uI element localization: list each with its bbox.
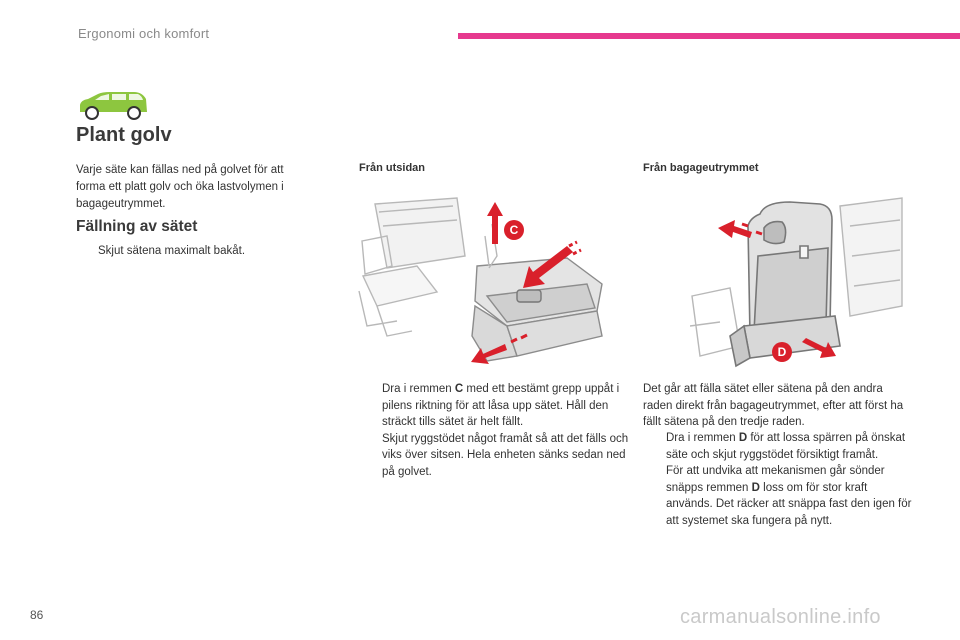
page-title: Plant golv (76, 124, 172, 146)
watermark: carmanualsonline.info (680, 606, 881, 628)
strap-label-d: D (777, 345, 787, 359)
text-part: för att lossa spärren på önskat säte och skjut ryggstödet försiktigt framåt. (666, 432, 906, 461)
strap-ref-c: C (454, 383, 464, 395)
strap-ref-d: D (738, 432, 748, 444)
page-number: 86 (30, 608, 44, 622)
text-part: Dra i remmen (382, 383, 455, 395)
text-part: Dra i remmen (666, 432, 739, 444)
header-accent-bar (458, 33, 960, 39)
heading-from-boot: Från bagageutrymmet (643, 162, 759, 174)
intro-paragraph: Varje säte kan fällas ned på golvet för att forma ett platt golv och öka lastvolymen i bagageutrymmet. (76, 164, 284, 210)
section-header: Ergonomi och komfort (78, 26, 210, 41)
strap-ref-d: D (751, 481, 760, 494)
step-pull-strap-c (359, 381, 629, 480)
step-push-seats (76, 243, 326, 260)
section-subheading: Fällning av sätet (76, 218, 198, 235)
heading-from-outside: Från utsidan (359, 162, 426, 174)
step-text: Skjut sätena maximalt bakåt. (98, 245, 246, 257)
text-part: loss om för stor kraft används. Det räcker att snäppa fast den igen för att systemet ska fungera på nytt. (666, 481, 912, 527)
strap-label-c: C (509, 223, 519, 237)
boot-intro-paragraph: Det går att fälla sätet eller sätena på den andra raden direkt från bagageutrymmet, efter att först ha fällt sätena på den tredje raden. (643, 383, 904, 428)
seat-fold-outside-illustration (357, 196, 607, 368)
text-part: För att undvika att mekanismen går sönder snäpps remmen (666, 465, 885, 494)
seat-fold-boot-illustration (690, 196, 904, 370)
text-part: med ett bestämt grepp uppåt i pilens riktning för att låsa upp sätet. Håll den sträckt tills sätet är helt fällt. (382, 383, 620, 428)
step-text (382, 381, 629, 480)
step-pull-strap-d (643, 430, 913, 529)
text-part: Skjut ryggstödet något framåt så att det fälls och viks över sitsen. Hela enheten sänks sedan ned på golvet. (382, 432, 629, 478)
car-icon (76, 90, 150, 122)
step-text (666, 430, 913, 529)
